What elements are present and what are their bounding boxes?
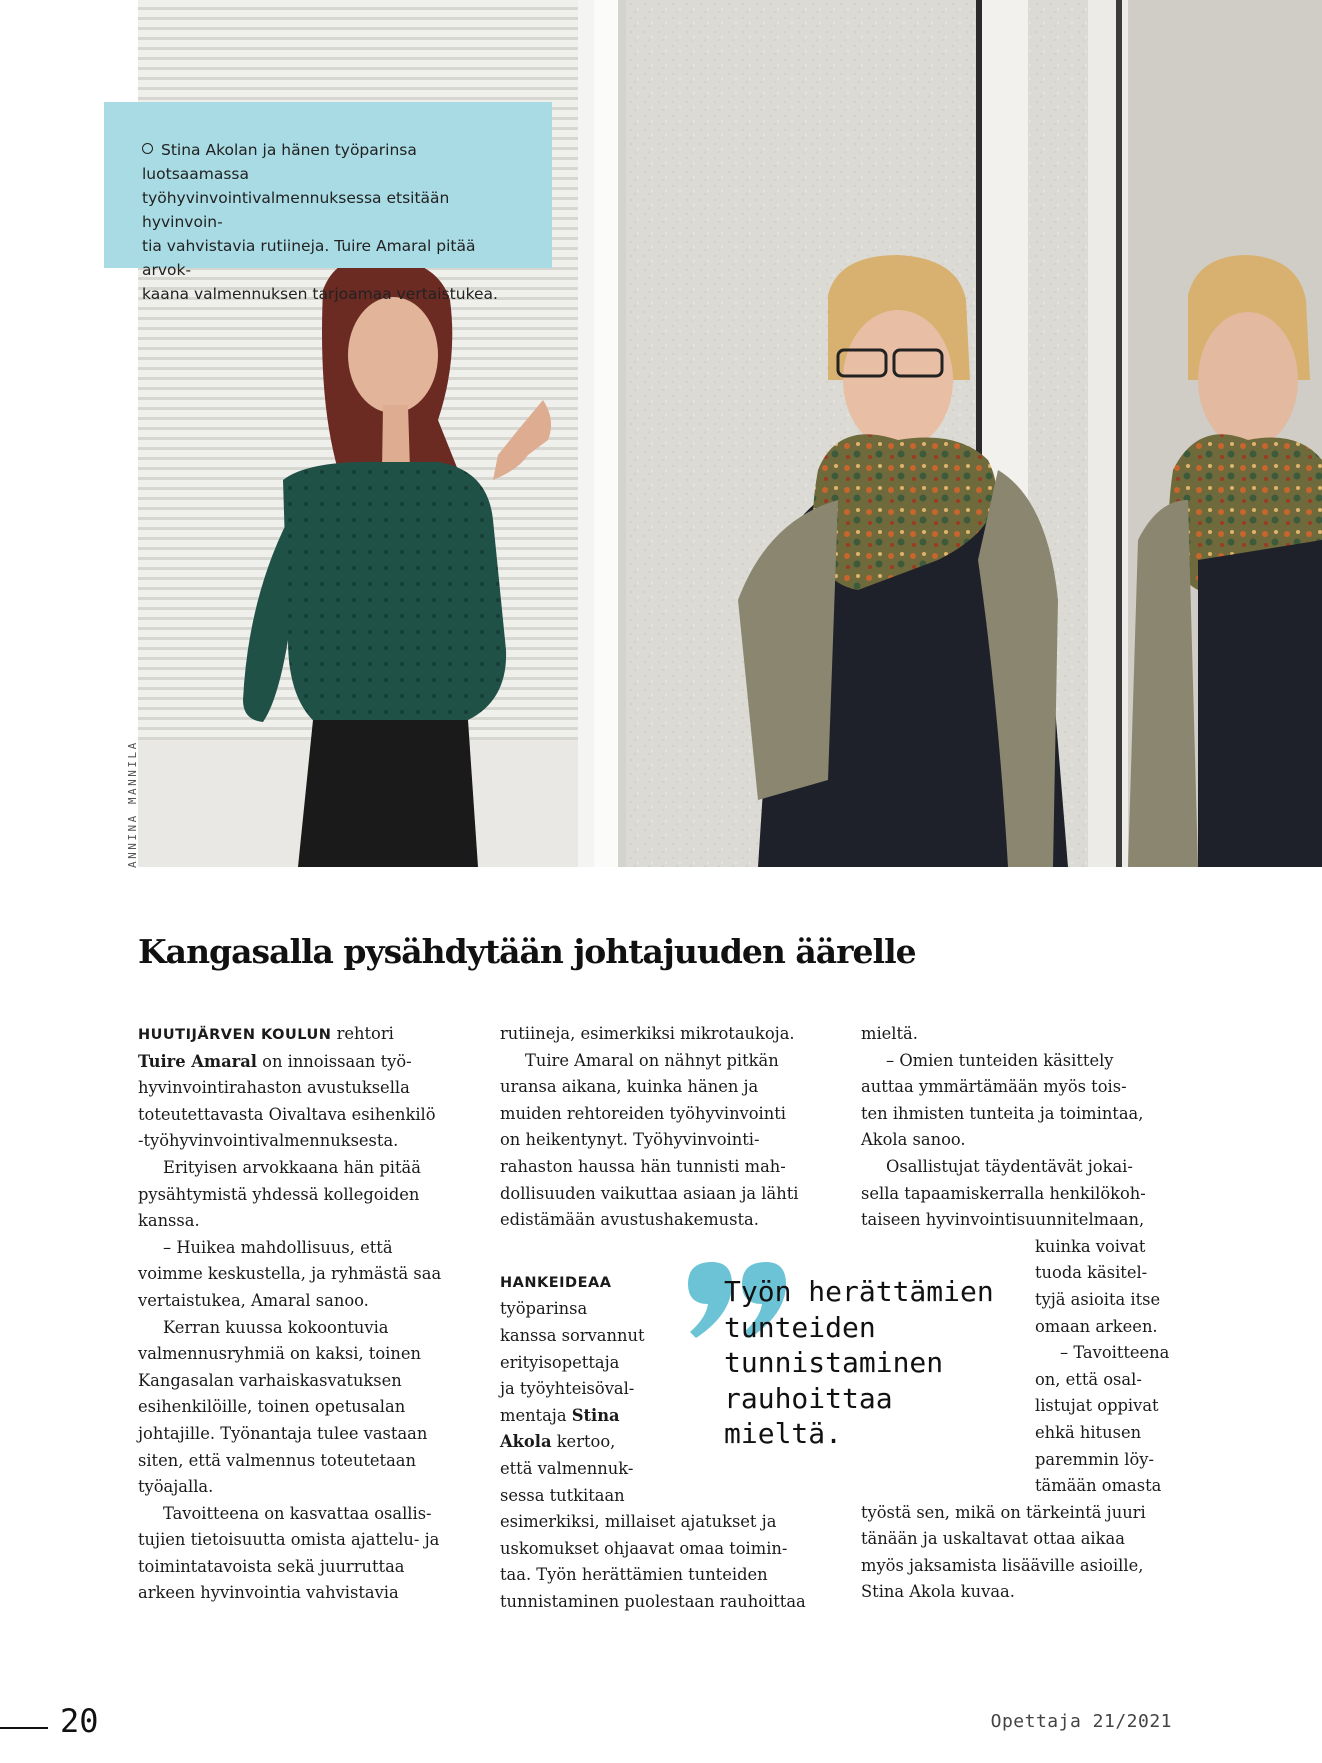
text-line: edistämään avustushakemusta. [500,1210,759,1230]
text-line: esihenkilöille, toinen opetusalan [138,1397,406,1417]
text-line: Stina Akola kuvaa. [861,1582,1015,1602]
text-fragment: mentaja [500,1405,572,1425]
text-line: toimintatavoista sekä juurruttaa [138,1556,405,1576]
text-line: rutiineja, esimerkiksi mikrotaukoja. [500,1024,795,1043]
text-line: erityisopettaja [500,1352,620,1372]
text-line: dollisuuden vaikuttaa asiaan ja lähti [500,1183,799,1203]
text-line: kuinka voivat [1035,1236,1146,1256]
text-line: johtajille. Työnantaja tulee vastaan [138,1423,428,1443]
text-line: taa. Työn herättämien tunteiden [500,1565,768,1585]
text-line: esimerkiksi, millaiset ajatukset ja [500,1512,777,1532]
text-line: on, että osal- [1035,1369,1142,1389]
text-line [138,1021,478,1049]
pull-quote-line: rauhoittaa [724,1381,893,1415]
page-number: 20 [60,1702,99,1740]
photo-caption [104,102,552,303]
text-line: – Huikea mahdollisuus, että [163,1237,393,1257]
caption-line: tia vahvistavia rutiineja. Tuire Amaral pitää arvok- [142,237,476,279]
footer-rule [0,1727,48,1729]
text-fragment: rehtori [331,1024,394,1043]
text-line: uransa aikana, kuinka hänen ja [500,1077,759,1097]
caption-line: Stina Akolan ja hänen työparinsa luotsaamassa [142,141,417,183]
text-line: valmennusryhmiä on kaksi, toinen [138,1344,421,1364]
text-line: vertaistukea, Amaral sanoo. [138,1290,369,1310]
text-line: hyvinvointirahaston avustuksella [138,1078,410,1098]
text-line: arkeen hyvinvointia vahvistavia [138,1583,399,1603]
pull-quote-line: tunteiden [724,1310,876,1344]
text-line: muiden rehtoreiden työhyvinvointi [500,1103,787,1123]
text-line: toteutettavasta Oivaltava esihenkilö [138,1104,436,1124]
text-line: on heikentynyt. Työhyvinvointi- [500,1130,760,1150]
text-line: Tavoitteena on kasvattaa osallis- [163,1503,432,1523]
photo-credit: ANNINA MANNILA [126,740,139,868]
text-line: taiseen hyvinvointisuunnitelmaan, [861,1210,1145,1230]
text-line: tujien tietoisuutta omista ajattelu- ja [138,1530,440,1550]
text-line: rahaston haussa hän tunnisti mah- [500,1156,786,1176]
text-fragment: on innoissaan työ- [256,1051,412,1071]
pull-quote [724,1274,994,1452]
text-line: tämään omasta [1035,1476,1162,1496]
pull-quote-line: tunnistaminen [724,1346,944,1379]
article-headline: Kangasalla pysähdytään johtajuuden äärelle [138,932,916,971]
text-line: siten, että valmennus toteutetaan [138,1450,416,1470]
text-line: omaan arkeen. [1035,1316,1158,1336]
text-line: pysähtymistä yhdessä kollegoiden [138,1184,420,1204]
text-line: tuoda käsitel- [1035,1263,1148,1283]
text-line: tänään ja uskaltavat ottaa aikaa [861,1529,1125,1549]
text-line: ja työyhteisöval- [500,1379,635,1399]
text-line: – Omien tunteiden käsittely [886,1050,1114,1070]
article-column-1 [138,1021,478,1607]
text-line: Akola sanoo. [861,1130,966,1150]
pull-quote-line: Työn herättämien [724,1275,994,1308]
text-line: työparinsa [500,1299,588,1319]
lead-in: HUUTIJÄRVEN KOULUN [138,1027,332,1043]
text-line: sella tapaamiskerralla henkilökoh- [861,1183,1146,1203]
text-line: ehkä hitusen [1035,1422,1142,1442]
text-line: Kangasalan varhaiskasvatuksen [138,1370,402,1390]
pull-quote-line: mieltä. [724,1417,843,1450]
text-line: Kerran kuussa kokoontuvia [163,1317,389,1337]
text-line: työajalla. [138,1477,214,1497]
text-line [138,1049,478,1076]
text-line: Osallistujat täydentävät jokai- [886,1156,1133,1176]
subhead: HANKEIDEAA [500,1274,612,1291]
text-line: työstä sen, mikä on tärkeintä juuri [861,1502,1146,1522]
person-name: Tuire Amaral [138,1051,257,1071]
person-name: Stina [571,1405,620,1425]
caption-line: kaana valmennuksen tarjoamaa vertaistukea. [142,285,498,303]
text-line: että valmennuk- [500,1458,634,1478]
text-line: auttaa ymmärtämään myös tois- [861,1077,1127,1097]
text-line: mieltä. [861,1024,918,1043]
person-name: Akola [500,1432,552,1452]
text-line: – Tavoitteena [1060,1343,1170,1363]
text-line: tyjä asioita itse [1035,1289,1161,1309]
text-line: Erityisen arvokkaana hän pitää [163,1157,421,1177]
text-line: myös jaksamista lisääville asioille, [861,1555,1144,1575]
issue-label: Opettaja 21/2021 [990,1711,1172,1732]
text-line: uskomukset ohjaavat omaa toimin- [500,1538,788,1558]
text-line: tunnistaminen puolestaan rauhoittaa [500,1591,806,1611]
text-line: ten ihmisten tunteita ja toimintaa, [861,1103,1144,1123]
text-line: -työhyvinvointivalmennuksesta. [138,1131,399,1151]
text-line: kanssa. [138,1211,200,1231]
text-line: listujat oppivat [1035,1396,1159,1416]
text-line: sessa tutkitaan [500,1485,625,1505]
text-line: voimme keskustella, ja ryhmästä saa [138,1264,442,1284]
caption-line: työhyvinvointivalmennuksessa etsitään hyvinvoin- [142,189,450,231]
text-line: kanssa sorvannut [500,1325,645,1345]
caption-bullet-icon [142,143,153,154]
text-line: paremmin löy- [1035,1449,1155,1469]
text-fragment: kertoo, [551,1432,616,1452]
text-line: Tuire Amaral on nähnyt pitkän [525,1050,779,1070]
